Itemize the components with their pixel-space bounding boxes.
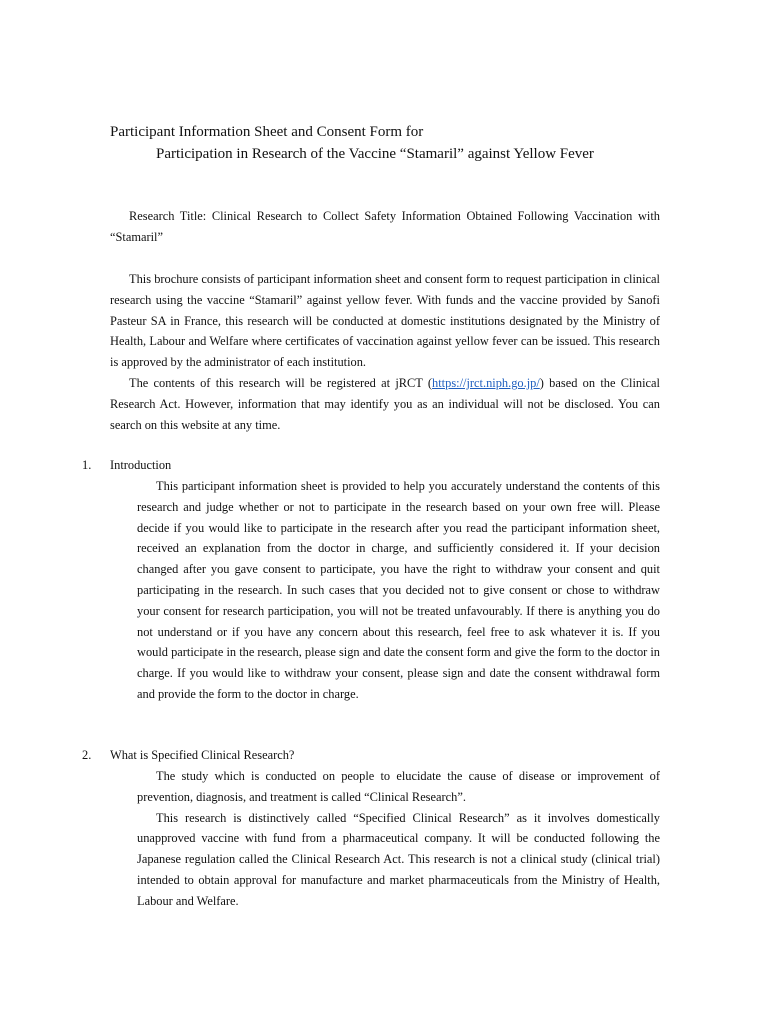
section-2-number: 2. [82, 748, 92, 762]
jrct-link[interactable]: https://jrct.niph.go.jp/ [432, 375, 540, 390]
section-1-number: 1. [82, 458, 92, 472]
document-title-line-1: Participant Information Sheet and Consent Form for [110, 124, 424, 140]
intro-paragraph-1: This brochure consists of participant information sheet and consent form to request participation in clinical research using the vaccine “Stamaril” against yellow fever. With funds and the vaccine provided by Sanofi Pasteur SA in France, this research will be conducted at domestic institutions designated by the Ministry of Health, Labour and Welfare where certificates of vaccination against yellow fever can be issued. This research is approved by the administrator of each institution. [110, 272, 660, 370]
research-title-block [110, 206, 660, 248]
section-2-paragraph-1: The study which is conducted on people to elucidate the cause of disease or improvement of prevention, diagnosis, and treatment is called “Clinical Research”. [137, 769, 660, 804]
document-title-line-2: Participation in Research of the Vaccine “Stamaril” against Yellow Fever [156, 146, 594, 162]
intro-paragraph-2 [110, 373, 660, 435]
section-2-heading: What is Specified Clinical Research? [110, 748, 295, 762]
section-2-body [137, 766, 660, 912]
intro-paragraph-2-start: The contents of this research will be registered at jRCT ( [129, 375, 433, 390]
section-2-paragraph-2: This research is distinctively called “Specified Clinical Research” as it involves domestically unapproved vaccine with fund from a pharmaceutical company. It will be conducted following the Japanese regulation called the Clinical Research Act. This research is not a clinical study (clinical trial) intended to obtain approval for manufacture and market pharmaceuticals from the Ministry of Health, Labour and Welfare. [137, 810, 660, 908]
section-1-paragraph-1: This participant information sheet is provided to help you accurately understand the contents of this research and judge whether or not to participate in the research based on your own free will. Please decide if you would like to participate in the research after you read the participant information sheet, received an explanation from the doctor in charge, and sufficiently considered it. If your decision changed after you gave consent to participate, you have the right to withdraw your consent and quit participating in the research. In such cases that you decided not to give consent or chose to withdraw your consent for research participation, you will not be treated unfavourably. If there is anything you do not understand or if you have any concern about this research, feel free to ask whatever it is. If you would participate in the research, please sign and date the consent form and give the form to the doctor in charge. If you would like to withdraw your consent, please sign and date the consent withdrawal form and provide the form to the doctor in charge. [137, 479, 660, 701]
research-title: Research Title: Clinical Research to Collect Safety Information Obtained Following Vaccination with “Stamaril” [110, 209, 660, 244]
intro-paragraph-2-end: ) based on the Clinical Research Act. However, information that may identify you as an individual will not be disclosed. You can search on this website at any time. [110, 375, 660, 432]
section-1-body [137, 476, 660, 705]
section-1-heading: Introduction [110, 458, 172, 472]
intro-block [110, 269, 660, 435]
